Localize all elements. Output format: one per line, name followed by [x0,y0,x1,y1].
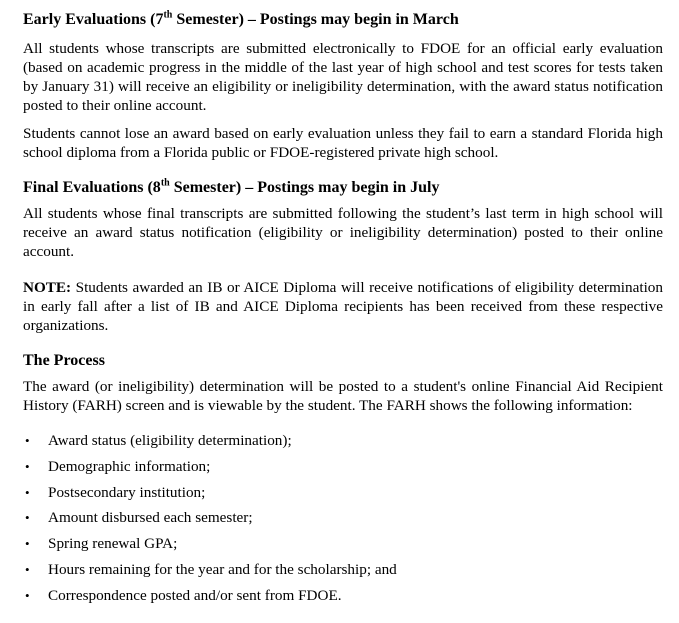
early-evaluations-paragraph-2: Students cannot lose an award based on early evaluation unless they fail to earn a standard Florida high school diploma from a Florida public or FDOE-registered private high school. [23,125,663,161]
bullet-icon: • [25,458,30,474]
list-item: • Award status (eligibility determination); [23,428,663,454]
early-evaluations-paragraph-1: All students whose transcripts are submitted electronically to FDOE for an official early evaluation (based on academic progress in the middle of the last year of high school and test scores for tests taken by January 31) will receive an eligibility or ineligibility determination, with the award status notification posted to their online account. [23,40,663,114]
bullet-icon: • [25,587,30,603]
note-paragraph [23,278,663,335]
bullet-icon: • [25,433,30,448]
final-evaluations-heading: Final Evaluations (8th Semester) – Postings may begin in July [23,177,440,196]
farh-information-list [23,428,663,609]
list-item: • Postsecondary institution; [23,480,663,506]
list-item: • Correspondence posted and/or sent from FDOE. [23,583,663,609]
bullet-icon: • [25,561,30,577]
list-item: • Demographic information; [23,454,663,480]
final-evaluations-paragraph: All students whose final transcripts are submitted following the student’s last term in high school will receive an award status notification (eligibility or ineligibility determination) posted to their online account. [23,205,663,260]
process-heading: The Process [23,352,105,369]
list-item: • Spring renewal GPA; [23,531,663,557]
list-item: • Amount disbursed each semester; [23,505,663,531]
bullet-icon: • [25,536,30,552]
list-item: • Hours remaining for the year and for the scholarship; and [23,557,663,583]
early-evaluations-heading: Early Evaluations (7th Semester) – Postings may begin in March [23,9,459,28]
note-text: Students awarded an IB or AICE Diploma will receive notifications of eligibility determination in early fall after a list of IB and AICE Diploma recipients has been received from these respective organizations. [23,279,663,334]
bullet-icon: • [25,510,30,526]
note-label: NOTE: [23,279,72,296]
bullet-icon: • [25,484,30,500]
process-paragraph: The award (or ineligibility) determination will be posted to a student's online Financial Aid Recipient History (FARH) screen and is viewable by the student. The FARH shows the following information: [23,378,663,414]
